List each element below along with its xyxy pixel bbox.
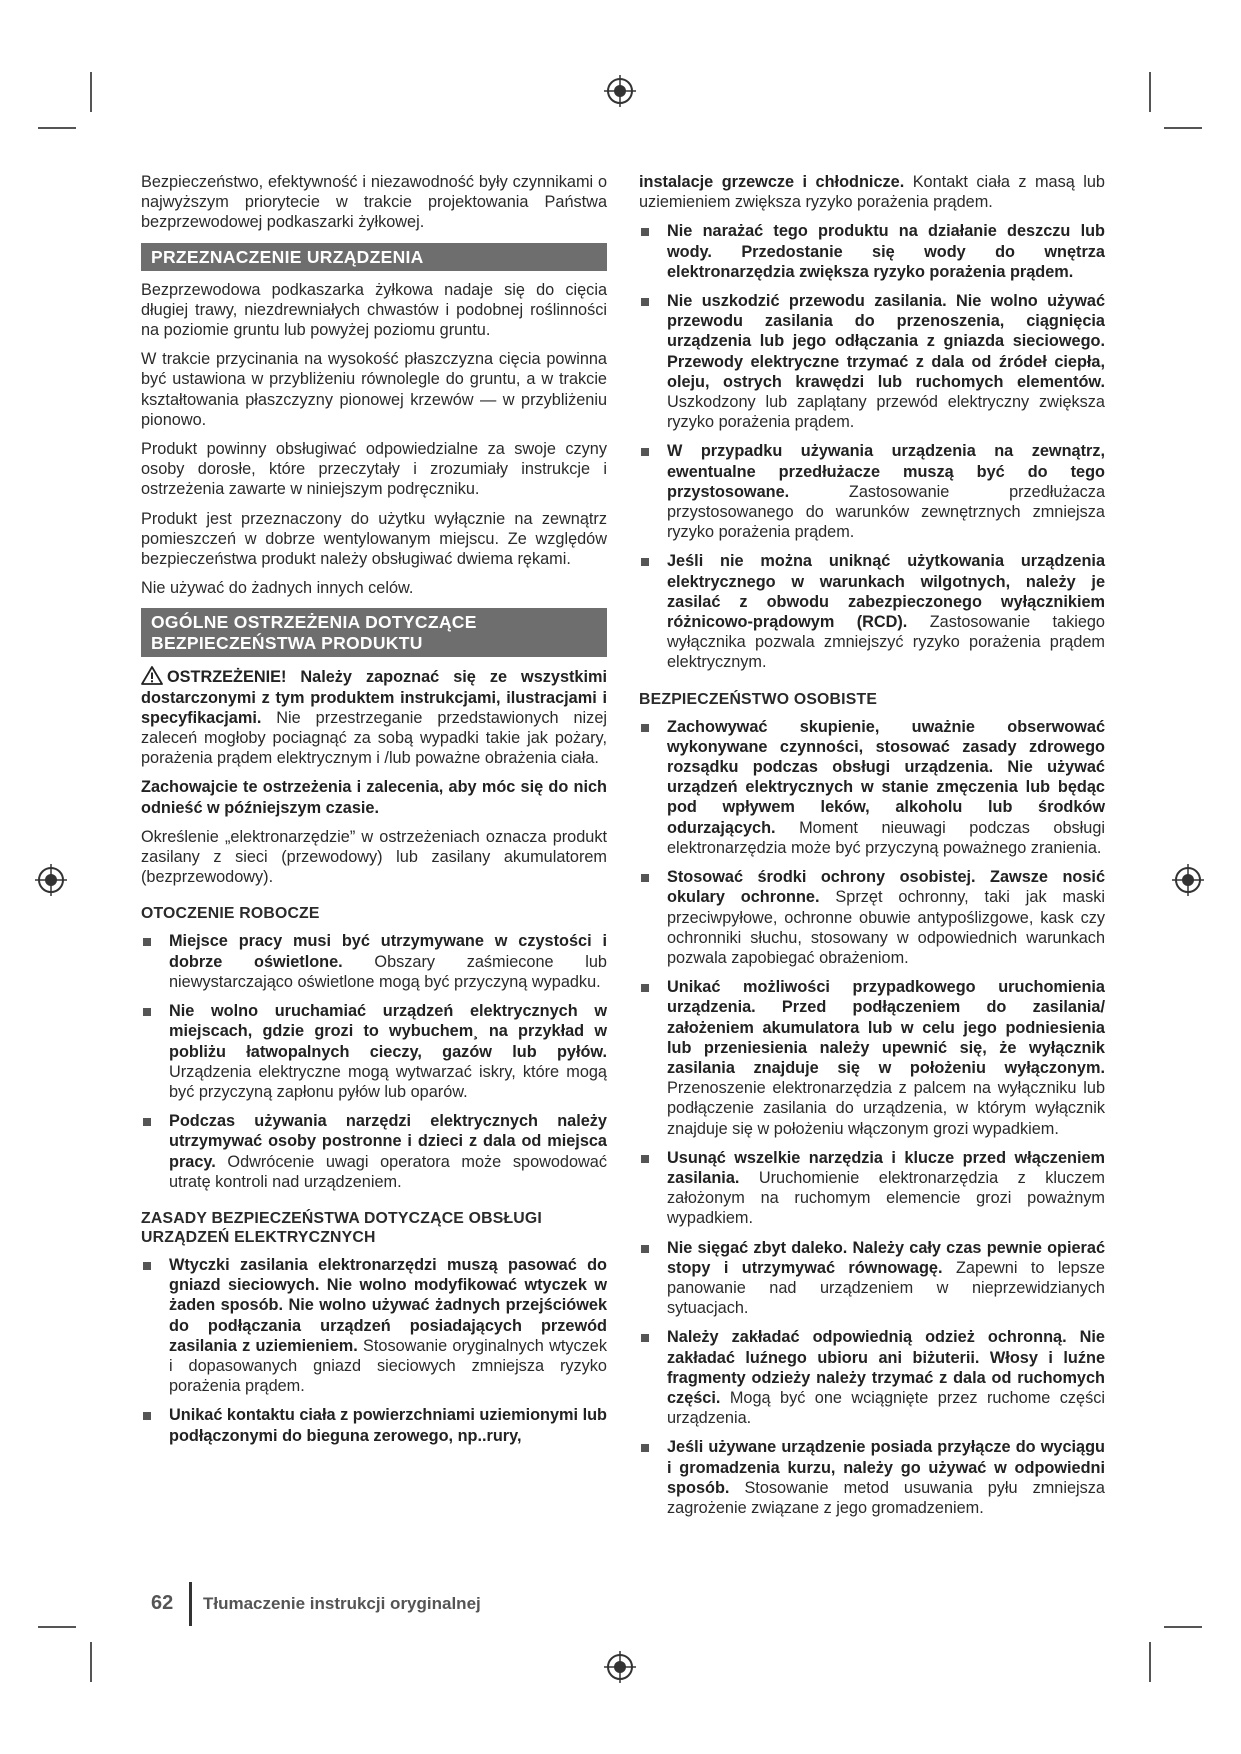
item-bold-text: Nie wolno uruchamiać urządzeń elektrycznych w miejscach, gdzie grozi to wybuchem¸ na przykład w pobliżu łatwopalnych cieczy, gazów lub pyłów. xyxy=(169,1002,607,1061)
bullet-square-icon xyxy=(143,1118,151,1126)
subheading-work-area: OTOCZENIE ROBOCZE xyxy=(141,905,320,923)
crosshair-registration-icon xyxy=(603,74,637,108)
item-bold-text: Nie sięgać zbyt daleko. Należy cały czas pewnie opierać stopy i utrzymywać równowagę. xyxy=(667,1238,1105,1277)
list-item xyxy=(639,1327,1105,1428)
bullet-square-icon xyxy=(641,984,649,992)
work-area-list xyxy=(141,931,607,1191)
purpose-paragraph: Nie używać do żadnych innych celów. xyxy=(141,579,414,598)
bullet-square-icon xyxy=(641,228,649,236)
item-text: Zapewni to lepsze panowanie nad urządzeniem w nieprzewidzianych sytuacjach. xyxy=(667,1258,1105,1318)
list-item xyxy=(639,1437,1105,1518)
footer-divider xyxy=(189,1582,192,1626)
item-text: Moment nieuwagi podczas obsługi elektronarzędzia może być przyczyną poważnego zranienia. xyxy=(667,818,1105,857)
subheading-personal-safety: BEZPIECZEŃSTWO OSOBISTE xyxy=(639,690,878,708)
crop-mark xyxy=(1164,127,1202,129)
bullet-square-icon xyxy=(641,448,649,456)
list-item xyxy=(141,1255,607,1396)
bullet-square-icon xyxy=(641,1444,649,1452)
right-column xyxy=(639,172,1105,1527)
item-bold-text: Stosować środki ochrony osobistej. Zawsze nosić okulary ochronne. xyxy=(667,868,1105,907)
crop-mark xyxy=(90,1642,92,1682)
crop-mark xyxy=(1149,72,1151,112)
item-bold-text: Unikać kontaktu ciała z powierzchniami uziemionymi lub podłączonymi do bieguna zerowego, np..rury, xyxy=(169,1406,607,1445)
item-text: Odwrócenie uwagi operatora może spowodować utratę kontroli nad urządzeniem. xyxy=(169,1152,607,1191)
crop-mark xyxy=(38,1626,76,1628)
warning-paragraph xyxy=(141,666,607,768)
item-bold-text: Jeśli używane urządzenie posiada przyłącze do wyciągu i gromadzenia kurzu, należy go używać w odpowiedni sposób. xyxy=(667,1438,1105,1497)
list-item xyxy=(141,931,607,992)
item-bold-text: Miejsce pracy musi być utrzymywane w czystości i dobrze oświetlone. xyxy=(169,932,607,971)
bullet-square-icon xyxy=(143,1262,151,1270)
electrical-safety-list-continued xyxy=(639,221,1105,672)
item-bold-text: Nie narażać tego produktu na działanie deszczu lub wody. Przedostanie się wody do wnętrza elektronarzędzia zwiększa ryzyko porażenia prądem. xyxy=(667,222,1105,281)
list-item xyxy=(639,441,1105,542)
item-text: Zastosowanie takiego wyłącznika pozwala zmniejszyć ryzyko porażenia prądem elektrycznym. xyxy=(667,613,1105,672)
item-bold-text: Jeśli nie można uniknąć użytkowania urządzenia elektrycznego w warunkach wilgotnych, należy je zasilać z obwodu zabezpieczonego wyłącznikiem różnicowo-prądowym (RCD). xyxy=(667,552,1105,632)
bullet-square-icon xyxy=(641,724,649,732)
warning-text: Nie przestrzeganie przedstawionych nizej zaleceń mogłoby pociagnąć za sobą wypadki takie jak pożary, porażenia prądem elektrycznym i /lub poważne obrażenia ciała. xyxy=(141,708,607,768)
crop-mark xyxy=(38,127,76,129)
purpose-paragraph: Produkt powinny obsługiwać odpowiedzialne za swoje czyny osoby dorosłe, które przeczytały i zrozumiały instrukcje i ostrzeżenia zawarte w niniejszym podręczniku. xyxy=(141,440,607,499)
item-bold-text: Unikać możliwości przypadkowego uruchomienia urządzenia. Przed podłączeniem do zasilania/ założeniem akumulatora lub w celu jego podniesienia lub przeniesienia należy upewnić się, że wyłącznik zasilania znajduje się w położeniu wyłączonym. xyxy=(667,978,1105,1077)
crop-mark xyxy=(1164,1626,1202,1628)
item-text: Uszkodzony lub zaplątany przewód elektryczny zwiększa ryzyko porażenia prądem. xyxy=(667,393,1105,432)
bullet-square-icon xyxy=(143,1008,151,1016)
item-text: Zastosowanie przedłużacza przystosowanego do warunków zewnętrznych zmniejsza ryzyko porażenia prądem. xyxy=(667,482,1105,542)
personal-safety-list xyxy=(639,717,1105,1519)
list-item xyxy=(639,1148,1105,1229)
item-text: Sprzęt ochronny, taki jak maski przeciwpyłowe, ochronne obuwie antypoślizgowe, kask czy ochronniki słuchu, stosowany w odpowiednich warunkach pozwala zapobiegać obrażeniom. xyxy=(667,888,1105,967)
item-bold-text: W przypadku używania urządzenia na zewnątrz, ewentualne przedłużacze muszą być do tego przystosowane. xyxy=(667,442,1105,501)
list-item xyxy=(639,717,1105,858)
purpose-paragraph: W trakcie przycinania na wysokość płaszczyzna cięcia powinna być ustawiona w przybliżeniu równolegle do gruntu, a w trakcie kształtowania płaszczyzny pionowej krzewów — w przybliżeniu pionowo. xyxy=(141,350,607,429)
section-heading-purpose: PRZEZNACZENIE URZĄDZENIA xyxy=(141,243,607,271)
list-item xyxy=(639,551,1105,672)
list-item xyxy=(639,977,1105,1139)
list-item xyxy=(141,1111,607,1192)
intro-paragraph: Bezpieczeństwo, efektywność i niezawodność były czynnikami o najwyższym priorytecie w trakcie projektowania Państwa bezprzewodowej podkaszarki żyłkowej. xyxy=(141,173,607,232)
bullet-square-icon xyxy=(641,558,649,566)
item-text: Kontakt ciała z masą lub uziemieniem zwiększa ryzyko porażenia prądem. xyxy=(639,173,1105,212)
keep-instructions-text: Zachowajcie te ostrzeżenia i zalecenia, aby móc się do nich odnieść w późniejszym czasie. xyxy=(141,778,607,817)
electrical-safety-list xyxy=(141,1255,607,1446)
continued-paragraph xyxy=(639,172,1105,212)
subheading-electrical-safety: ZASADY BEZPIECZEŃSTWA DOTYCZĄCE OBSŁUGI URZĄDZEŃ ELEKTRYCZNYCH xyxy=(141,1209,542,1246)
warning-bold-text: OSTRZEŻENIE! Należy zapoznać się ze wszystkimi dostarczonymi z tym produktem instrukcjami, ilustracjami i specyfikacjami. xyxy=(141,668,607,727)
item-text: Urządzenia elektryczne mogą wytwarzać iskry, które mogą być przyczyną zapłonu pyłów lub oparów. xyxy=(169,1062,607,1101)
purpose-paragraph: Bezprzewodowa podkaszarka żyłkowa nadaje się do cięcia długiej trawy, niezdrewniałych chwastów i podobnej roślinności na poziomie gruntu lub powyżej poziomu gruntu. xyxy=(141,280,607,340)
list-item xyxy=(141,1405,607,1445)
keep-instructions-paragraph xyxy=(141,777,607,817)
list-item xyxy=(639,291,1105,432)
bullet-square-icon xyxy=(143,1412,151,1420)
item-text: Stosowanie metod usuwania pyłu zmniejsza zagrożenie związane z jego gromadzeniem. xyxy=(667,1478,1105,1517)
term-paragraph: Określenie „elektronarzędzie” w ostrzeżeniach oznacza produkt zasilany z sieci (przewodowy) lub zasilany akumulatorem (bezprzewodowy). xyxy=(141,827,607,887)
bullet-square-icon xyxy=(641,1245,649,1253)
item-text: Stosowanie oryginalnych wtyczek i dopasowanych gniazd sieciowych zmniejsza ryzyko porażenia prądem. xyxy=(169,1336,607,1396)
left-column xyxy=(141,172,607,1455)
bullet-square-icon xyxy=(641,1155,649,1163)
item-bold-text: Nie uszkodzić przewodu zasilania. Nie wolno używać przewodu zasilania do przenoszenia, ciągnięcia urządzenia lub jego odłączania z gniazda sieciowego. Przewody elektryczne trzymać z dala od źródeł ciepła, oleju, ostrych krawędzi lub ruchomych elementów. xyxy=(667,292,1105,391)
crop-mark xyxy=(90,72,92,112)
purpose-paragraph: Produkt jest przeznaczony do użytku wyłącznie na zewnątrz pomieszczeń w dobrze wentylowanym miejscu. Ze względów bezpieczeństwa produkt należy obsługiwać dwiema rękami. xyxy=(141,509,607,569)
item-text: Przenoszenie elektronarzędzia z palcem na wyłączniku lub podłączenie zasilania do urządzenia, w którym wyłącznik znajduje się w położeniu włączonym grozi wypadkiem. xyxy=(667,1079,1105,1138)
item-bold-text: Podczas używania narzędzi elektrycznych należy utrzymywać osoby postronne i dzieci z dala od miejsca pracy. xyxy=(169,1112,607,1171)
item-bold-text: Zachowywać skupienie, uważnie obserwować wykonywane czynności, stosować zasady zdrowego rozsądku podczas obsługi urządzenia. Nie używać urządzeń elektrycznych w stanie zmęczenia lub będąc pod wpływem leków, alkoholu lub środków odurzających. xyxy=(667,717,1105,837)
crosshair-registration-icon xyxy=(603,1650,637,1684)
list-item xyxy=(639,221,1105,282)
section-heading-general-warnings: OGÓLNE OSTRZEŻENIA DOTYCZĄCE BEZPIECZEŃSTWA PRODUKTU xyxy=(141,608,607,657)
item-bold-text: instalacje grzewcze i chłodnicze. xyxy=(639,173,905,191)
item-bold-text: Należy zakładać odpowiednią odzież ochronną. Nie zakładać luźnego ubioru ani biżuterii. Włosy i luźne fragmenty odzieży należy trzymać z dala od ruchomych części. xyxy=(667,1328,1105,1407)
crosshair-registration-icon xyxy=(1171,863,1205,897)
crop-mark xyxy=(1149,1642,1151,1682)
page-number: 62 xyxy=(151,1592,174,1614)
list-item xyxy=(639,867,1105,968)
bullet-square-icon xyxy=(143,938,151,946)
crosshair-registration-icon xyxy=(34,863,68,897)
item-bold-text: Wtyczki zasilania elektronarzędzi muszą pasować do gniazd sieciowych. Nie wolno modyfikować wtyczek w żaden sposób. Nie wolno używać żadnych przejściówek do podłączania urządzeń posiadających przewód zasilania z uziemieniem. xyxy=(169,1255,607,1355)
footer-text: Tłumaczenie instrukcji oryginalnej xyxy=(203,1594,481,1613)
warning-triangle-icon xyxy=(141,666,163,685)
bullet-square-icon xyxy=(641,874,649,882)
item-bold-text: Usunąć wszelkie narzędzia i klucze przed włączeniem zasilania. xyxy=(667,1148,1105,1187)
item-text: Mogą być one wciągnięte przez ruchome części urządzenia. xyxy=(667,1388,1105,1428)
list-item xyxy=(639,1238,1105,1319)
bullet-square-icon xyxy=(641,1334,649,1342)
item-text: Obszary zaśmiecone lub niewystarczająco oświetlone mogą być przyczyną wypadku. xyxy=(169,952,607,991)
bullet-square-icon xyxy=(641,298,649,306)
list-item xyxy=(141,1001,607,1102)
item-text: Uruchomienie elektronarzędzia z kluczem założonym na ruchomym elemencie grozi poważnym wypadkiem. xyxy=(667,1168,1105,1228)
